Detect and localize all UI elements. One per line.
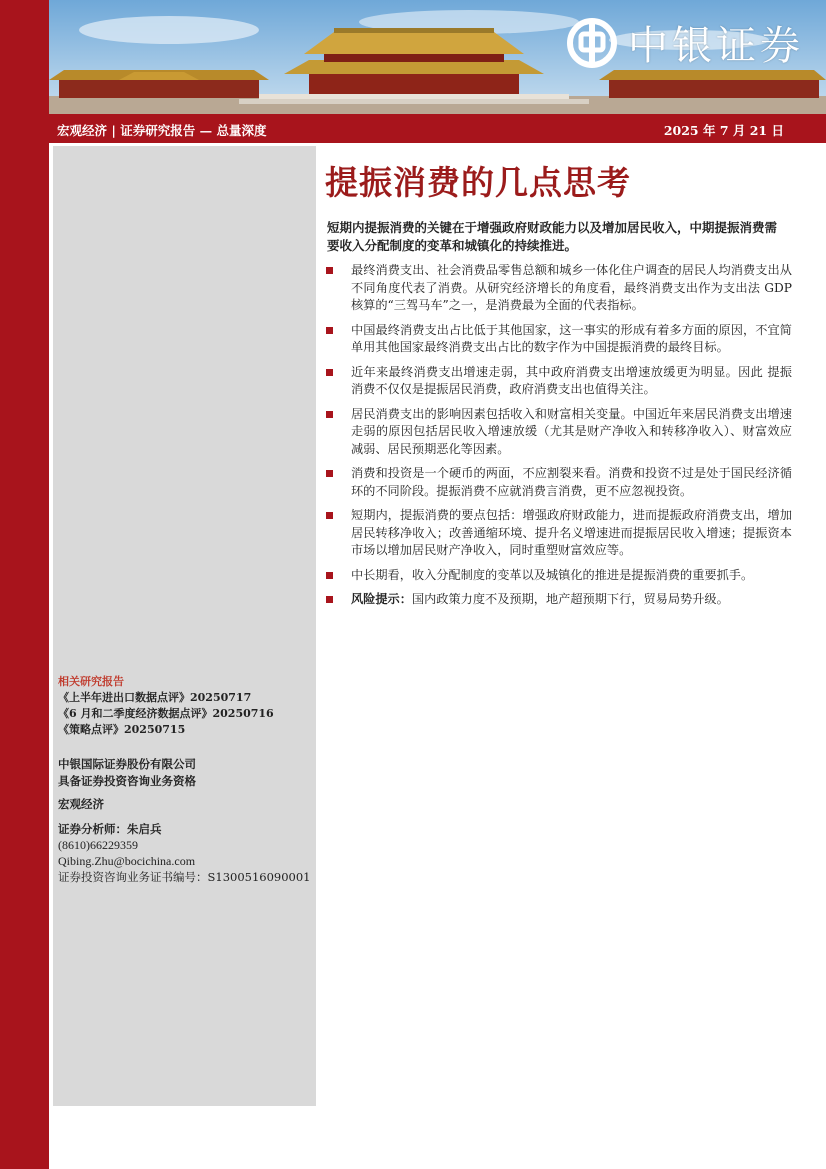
- list-item: [322, 322, 792, 357]
- list-item: [322, 364, 792, 399]
- bullet-text: 近年来最终消费支出增速走弱，其中政府消费支出增速放缓更为明显。因此 提振消费不仅仅是提振居民消费，政府消费支出也值得关注。: [351, 364, 792, 396]
- bullet-square-icon: [326, 512, 333, 519]
- bullet-text: 中长期看，收入分配制度的变革以及城镇化的推进是提振消费的重要抓手。: [351, 567, 754, 582]
- category-label: 宏观经济: [57, 123, 108, 138]
- bullet-square-icon: [326, 572, 333, 579]
- company-name: 中银国际证券股份有限公司: [58, 757, 196, 771]
- related-reports-header: 相关研究报告: [58, 675, 124, 688]
- sector-label: 宏观经济: [58, 797, 104, 811]
- analyst-license: 证券投资咨询业务证书编号：S1300516090001: [58, 870, 311, 884]
- report-info-bar: [49, 114, 826, 143]
- risk-warning-item: [322, 591, 792, 609]
- bullet-text: 消费和投资是一个硬币的两面，不应割裂来看。消费和投资不过是处于国民经济循环的不同阶段。提振消费不应就消费言消费，更不应忽视投资。: [351, 466, 792, 498]
- left-red-band: [0, 0, 49, 1169]
- bullet-square-icon: [326, 327, 333, 334]
- header-banner: [49, 0, 826, 114]
- bullet-text: 最终消费支出、社会消费品零售总额和城乡一体化住户调查的居民人均消费支出从不同角度代表了消费。从研究经济增长的角度看，最终消费支出作为支出法 GDP 核算的“三驾马车”之一，是消费最为全面的代表指标。: [351, 263, 792, 312]
- company-info: [58, 756, 196, 790]
- bullet-text: 中国最终消费支出占比低于其他国家，这一事实的形成有着多方面的原因，不宜简单用其他国家最终消费支出占比的数字作为中国提振消费的最终目标。: [351, 322, 792, 354]
- analyst-name: 证券分析师：朱启兵: [58, 822, 162, 836]
- analyst-email[interactable]: Qibing.Zhu@bocichina.com: [58, 854, 196, 868]
- list-item: [322, 262, 792, 315]
- bullet-text: 居民消费支出的影响因素包括收入和财富相关变量。中国近年来居民消费支出增速走弱的原因包括居民收入增速放缓（尤其是财产净收入和转移净收入）、财富效应减弱、居民预期恶化等因素。: [351, 406, 792, 456]
- list-item: [322, 567, 792, 585]
- related-report-item[interactable]: 《策略点评》20250715: [58, 723, 186, 736]
- bullet-square-icon: [326, 267, 333, 274]
- brand-name: 中银证券: [628, 23, 804, 69]
- related-report-item[interactable]: 《6 月和二季度经济数据点评》20250716: [58, 707, 274, 720]
- bank-of-china-logo-icon: [566, 17, 618, 69]
- company-qualification: 具备证券投资咨询业务资格: [58, 774, 196, 788]
- summary-paragraph: 短期内提振消费的关键在于增强政府财政能力以及增加居民收入，中期提振消费需要收入分配制度的变革和城镇化的持续推进。: [327, 220, 778, 253]
- report-type-label: 证券研究报告 — 总量深度: [120, 123, 267, 138]
- page-title: 提振消费的几点思考: [325, 163, 631, 202]
- list-item: [322, 507, 792, 560]
- risk-warning-label: 风险提示：: [351, 592, 412, 606]
- report-classification: [57, 121, 267, 139]
- list-item: [322, 465, 792, 500]
- brand-lockup: [566, 14, 804, 71]
- key-points-list: [322, 262, 792, 616]
- analyst-info: [58, 821, 311, 885]
- analyst-phone: (8610)66229359: [58, 838, 138, 852]
- bullet-text: 国内政策力度不及预期，地产超预期下行，贸易局势升级。: [411, 592, 729, 606]
- bullet-square-icon: [326, 411, 333, 418]
- bullet-square-icon: [326, 596, 333, 603]
- bullet-square-icon: [326, 369, 333, 376]
- sidebar-panel: [53, 146, 316, 1106]
- separator: |: [111, 123, 116, 138]
- report-date: 2025 年 7 月 21 日: [663, 123, 784, 138]
- bullet-square-icon: [326, 470, 333, 477]
- list-item: [322, 406, 792, 459]
- related-reports: [58, 674, 274, 738]
- bullet-text: 短期内，提振消费的要点包括：增强政府财政能力，进而提振政府消费支出，增加居民转移净收入；改善通缩环境、提升名义增速进而提振居民收入增速；提振资本市场以增加居民财产净收入，同时重塑财富效应等。: [351, 508, 792, 557]
- related-report-item[interactable]: 《上半年进出口数据点评》20250717: [58, 691, 252, 704]
